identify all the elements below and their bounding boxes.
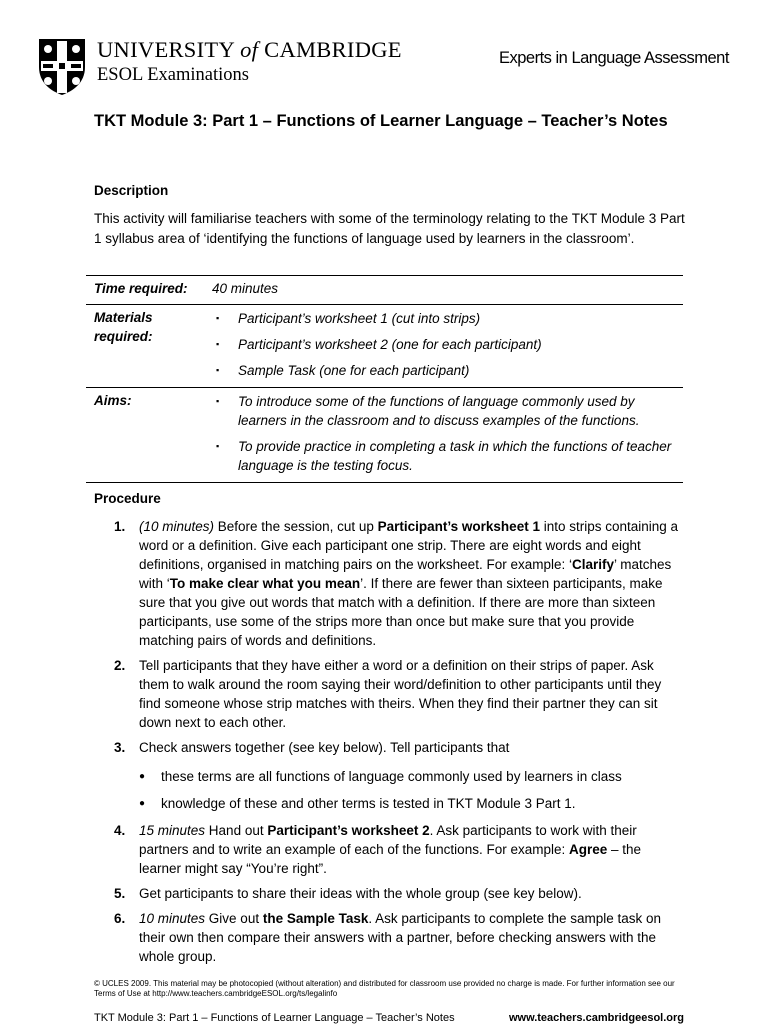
list-item: ▪ Sample Task (one for each participant)	[212, 361, 683, 380]
footer-title: TKT Module 3: Part 1 – Functions of Learner Language – Teacher’s Notes	[94, 1012, 455, 1024]
procedure-step-5: 5. Get participants to share their ideas with the whole group (see key below).	[114, 886, 582, 901]
list-item: ▪ To provide practice in completing a task in which the functions of teacher language is the testing focus.	[212, 437, 683, 475]
bullet-icon: ▪	[216, 313, 220, 323]
sub-list-item: ● these terms are all functions of language commonly used by learners in class	[114, 767, 686, 786]
list-item: ▪ Participant’s worksheet 2 (one for each participant)	[212, 335, 683, 354]
time-row	[86, 275, 683, 304]
procedure-list	[114, 517, 686, 972]
time-label: Time required:	[94, 281, 188, 296]
page-title: TKT Module 3: Part 1 – Functions of Learner Language – Teacher’s Notes	[94, 112, 668, 130]
list-item: ▪ Participant’s worksheet 1 (cut into strips)	[212, 309, 683, 328]
bullet-icon: ▪	[216, 396, 220, 406]
aims-label: Aims:	[94, 393, 132, 408]
footer-url: www.teachers.cambridgeesol.org	[508, 1012, 684, 1024]
cambridge-crest-logo	[37, 37, 87, 97]
bullet-icon: ▪	[216, 365, 220, 375]
procedure-step-1: 1. (10 minutes) Before the session, cut up Participant’s worksheet 1 into strips containing a word or a definition. Give each participant one strip. There are eight words and eight definitions, organised in matching pairs on the worksheet. For example: ‘Clarify’ matches with ‘To make clear what you mean’. If there are fewer than sixteen participants, make sure that you give out words that match with a definition. If there are more than sixteen participants, use some of the strips more than once but make sure that you provide matching pairs of words and definitions.	[114, 519, 679, 648]
info-table	[86, 275, 683, 483]
materials-row	[86, 304, 683, 387]
materials-label: Materials required:	[94, 310, 153, 344]
procedure-step-4: 4. 15 minutes Hand out Participant’s worksheet 2. Ask participants to work with their partners and to write an example of each of the functions. For example: Agree – the learner might say “You’re right”.	[114, 823, 642, 876]
page-footer	[94, 1012, 684, 1024]
procedure-heading: Procedure	[94, 491, 161, 506]
esol-examinations: ESOL Examinations	[97, 65, 249, 85]
procedure-step-6: 6. 10 minutes Give out the Sample Task. Ask participants to complete the sample task on their own then compare their answers with a partner, before checking answers with the whole group.	[114, 911, 662, 964]
procedure-step-2: 2. Tell participants that they have either a word or a definition on their strips of paper. Ask them to walk around the room saying their word/definition to other participants until they find someone whose strip matches with theirs. When they find their partner they can sit down next to each other.	[114, 658, 662, 730]
description-heading: Description	[94, 183, 169, 198]
copyright-notice: © UCLES 2009. This material may be photocopied (without alteration) and distributed for classroom use provided no charge is made. For further information see our Terms of Use at http://www.teachers.cambridgeESOL.org/ts/legalinfo	[94, 979, 675, 998]
bullet-dot-icon: ●	[139, 771, 146, 782]
university-name: UNIVERSITY of CAMBRIDGE	[97, 37, 402, 62]
bullet-icon: ▪	[216, 339, 220, 349]
procedure-step-3: 3. Check answers together (see key below). Tell participants that	[114, 740, 510, 755]
time-value: 40 minutes	[212, 281, 279, 296]
list-item: ▪ To introduce some of the functions of language commonly used by learners in the classroom and to discuss examples of the functions.	[212, 392, 683, 430]
aims-row	[86, 387, 683, 483]
aims-list	[212, 388, 683, 482]
sub-list-item: ● knowledge of these and other terms is tested in TKT Module 3 Part 1.	[114, 794, 686, 813]
bullet-icon: ▪	[216, 441, 220, 451]
description-text: This activity will familiarise teachers with some of the terminology relating to the TKT Module 3 Part 1 syllabus area of ‘identifying the functions of language used by learners in the classroom’.	[94, 211, 685, 246]
tagline: Experts in Language Assessment	[499, 49, 729, 67]
bullet-dot-icon: ●	[139, 798, 146, 809]
materials-list	[212, 305, 683, 387]
